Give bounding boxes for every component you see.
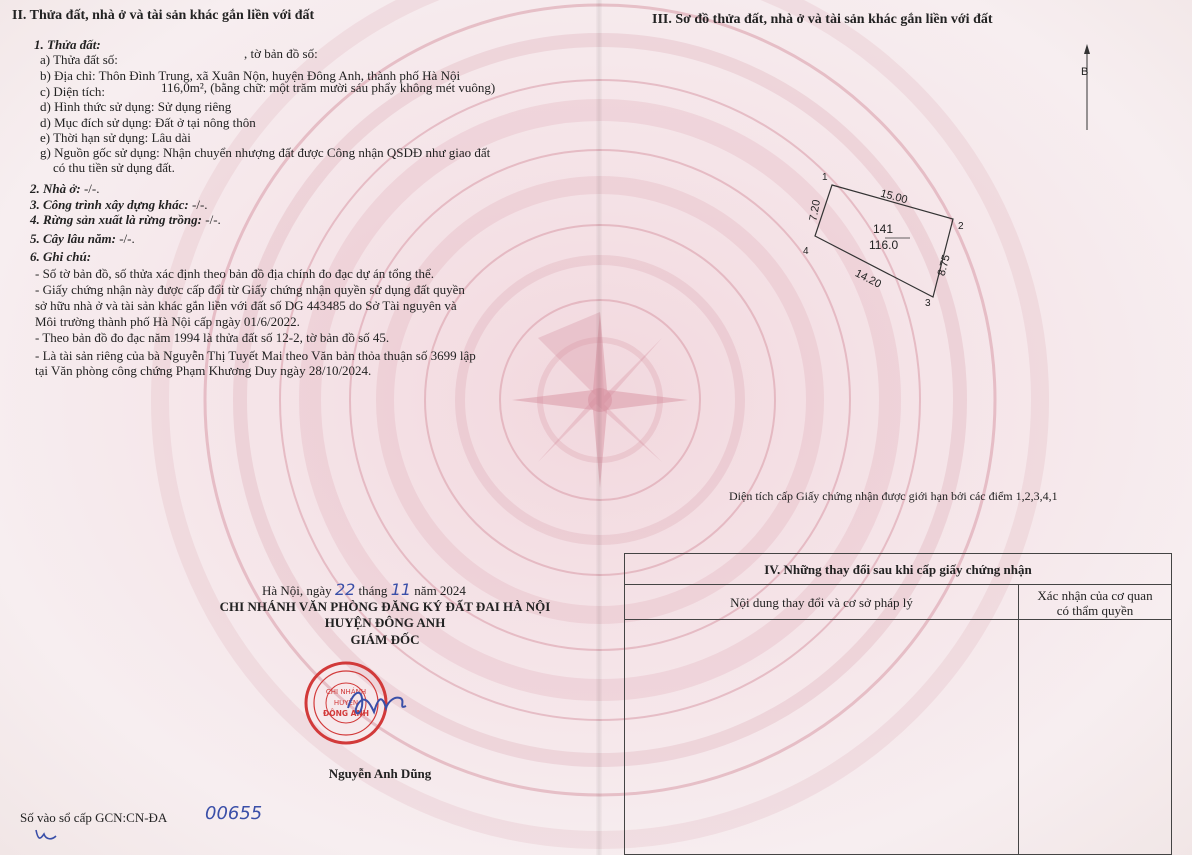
usage-form: d) Hình thức sử dụng: Sử dụng riêng	[40, 99, 232, 114]
note-line: Môi trường thành phố Hà Nội cấp ngày 01/6/2022.	[35, 314, 300, 329]
usage-origin: g) Nguồn gốc sử dụng: Nhận chuyển nhượng đất được Công nhận QSDĐ như giao đất	[40, 145, 491, 160]
usage-term: e) Thời hạn sử dụng: Lâu dài	[40, 130, 191, 145]
plot-point-3: 3	[925, 298, 931, 309]
date-year: năm 2024	[414, 583, 466, 598]
parcel-area-value: 116,0m², (bằng chữ: một trăm mười sáu phẩy không mét vuông)	[161, 80, 496, 95]
perennial-label: 5. Cây lâu năm:	[30, 231, 116, 246]
date-month: 11	[390, 580, 412, 599]
perennial-item	[30, 231, 135, 246]
perennial-value: -/-.	[115, 231, 135, 246]
note-line: sở hữu nhà ở và tài sản khác gắn liền với đất số DG 443485 do Sở Tài nguyên và	[35, 298, 457, 313]
edge-bottom-length: 14.20	[853, 267, 883, 291]
changes-col-confirmation	[1018, 585, 1171, 620]
forest-item	[30, 212, 221, 227]
forest-value: -/-.	[202, 212, 221, 227]
other-construction-value: -/-.	[188, 197, 208, 212]
note-line: - Là tài sản riêng của bà Nguyễn Thị Tuyết Mai theo Văn bản thỏa thuận số 3699 lập	[35, 348, 476, 363]
issuing-district: HUYỆN ĐÔNG ANH	[324, 615, 446, 630]
house-label: 2. Nhà ở:	[30, 181, 81, 196]
note-line: tại Văn phòng công chứng Phạm Khương Duy ngày 28/10/2024.	[35, 363, 372, 378]
parcel-heading: 1. Thửa đất:	[34, 37, 101, 52]
parcel-area-label: c) Diện tích:	[40, 84, 105, 99]
edge-right-length: 8.75	[935, 253, 953, 278]
plot-area: 116.0	[869, 238, 899, 252]
other-construction-label: 3. Công trình xây dựng khác:	[30, 197, 189, 212]
section-ii-title: II. Thửa đất, nhà ở và tài sản khác gắn liền với đất	[12, 8, 315, 23]
registry-number: 00655	[205, 803, 263, 824]
map-sheet-label: , tờ bản đồ số:	[244, 46, 318, 61]
svg-text:CHI NHÁNH: CHI NHÁNH	[325, 688, 367, 696]
signer-position: GIÁM ĐỐC	[350, 632, 420, 647]
center-fold	[596, 0, 602, 855]
note-line: - Theo bản đồ đo đạc năm 1994 là thửa đất số 12-2, tờ bản đồ số 45.	[35, 330, 390, 345]
north-arrow-icon	[1075, 42, 1100, 132]
changes-table	[624, 553, 1172, 855]
changes-col-confirmation-line1: Xác nhận của cơ quan	[1037, 588, 1153, 603]
section-iii-title: III. Sơ đồ thửa đất, nhà ở và tài sản khác gắn liền với đất	[652, 12, 993, 27]
changes-title: IV. Những thay đổi sau khi cấp giấy chứng nhận	[625, 554, 1171, 585]
issue-date	[262, 582, 466, 598]
parcel-address: b) Địa chỉ: Thôn Đình Trung, xã Xuân Nộn, huyện Đông Anh, thành phố Hà Nội	[40, 68, 461, 83]
plot-point-1: 1	[822, 172, 828, 183]
date-day: 22	[334, 580, 356, 599]
usage-origin-cont: có thu tiền sử dụng đất.	[53, 160, 175, 175]
note-line: - Số tờ bản đồ, số thửa xác định theo bản đồ địa chính đo đạc dự án tổng thể.	[35, 266, 434, 281]
north-label: B	[1081, 66, 1089, 78]
director-signature	[340, 678, 420, 728]
house-item	[30, 181, 99, 196]
house-value: -/-.	[80, 181, 100, 196]
parcel-number-label: a) Thửa đất số:	[40, 52, 118, 67]
changes-column-divider	[1018, 620, 1019, 855]
forest-label: 4. Rừng sản xuất là rừng trồng:	[30, 212, 202, 227]
svg-text:HUYỆN: HUYỆN	[333, 699, 359, 707]
usage-purpose: d) Mục đích sử dụng: Đất ở tại nông thôn	[40, 115, 256, 130]
changes-col-content: Nội dung thay đổi và cơ sở pháp lý	[625, 585, 1018, 620]
plot-point-2: 2	[958, 221, 964, 232]
changes-col-confirmation-line2: có thẩm quyền	[1056, 603, 1134, 618]
boundary-note: Diện tích cấp Giấy chứng nhận được giới hạn bởi các điểm 1,2,3,4,1	[729, 489, 1058, 503]
registry-label: Số vào sổ cấp GCN:CN-ĐA	[20, 810, 168, 825]
signer-name: Nguyễn Anh Dũng	[328, 766, 432, 781]
plot-point-4: 4	[803, 246, 809, 257]
svg-text:ĐÔNG ANH: ĐÔNG ANH	[322, 709, 370, 718]
handwritten-mark	[30, 826, 60, 844]
other-construction-item	[30, 197, 208, 212]
edge-top-length: 15.00	[879, 187, 909, 207]
plot-parcel-number: 141	[873, 222, 894, 236]
note-line: - Giấy chứng nhận này được cấp đổi từ Giấy chứng nhận quyền sử dụng đất quyền	[35, 282, 465, 297]
issuing-agency: CHI NHÁNH VĂN PHÒNG ĐĂNG KÝ ĐẤT ĐAI HÀ NỘI	[219, 599, 551, 614]
edge-left-length: 7.20	[807, 198, 823, 223]
notes-heading: 6. Ghi chú:	[30, 249, 92, 264]
date-prefix: Hà Nội, ngày	[262, 583, 332, 598]
date-month-label: tháng	[358, 583, 388, 598]
